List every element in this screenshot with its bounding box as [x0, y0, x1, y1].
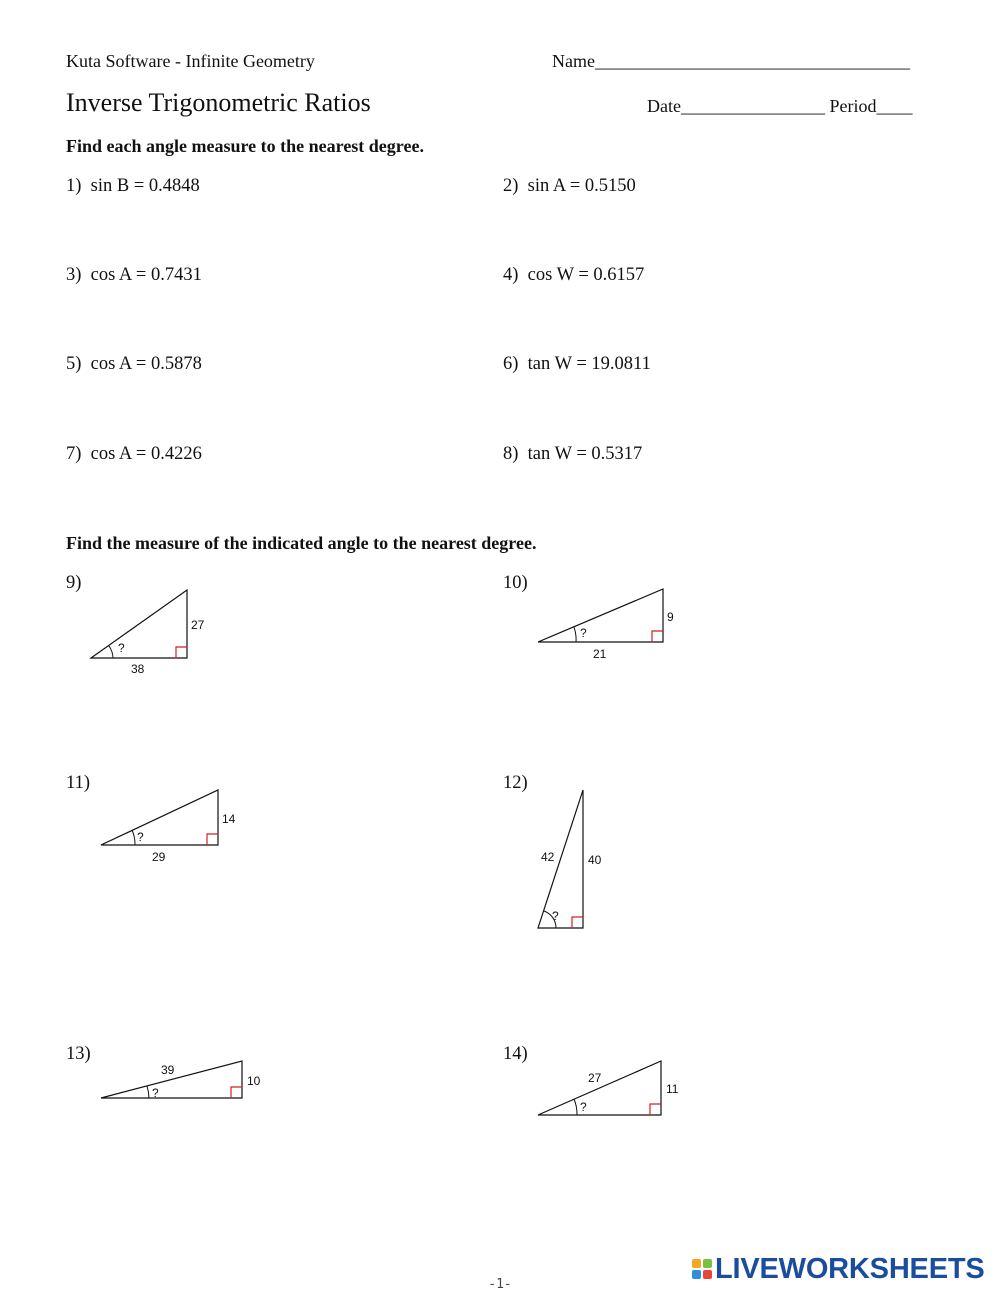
problem-number: 6)	[503, 354, 519, 374]
angle-arc	[109, 646, 113, 658]
problem-expression: sin B = 0.4848	[90, 176, 200, 196]
side-label: 39	[161, 1063, 175, 1077]
liveworksheets-logo[interactable]	[692, 1254, 985, 1284]
side-label: 29	[152, 850, 166, 864]
problem-number: 7)	[66, 444, 82, 464]
problem-14-number: 14)	[503, 1044, 528, 1064]
right-angle-mark	[231, 1087, 242, 1098]
problem-13-number: 13)	[66, 1044, 91, 1064]
problem-expression: tan W = 19.0811	[527, 354, 651, 374]
right-angle-mark	[652, 631, 663, 642]
problem-9-number: 9)	[66, 573, 82, 593]
problem-10-number: 10)	[503, 573, 528, 593]
side-label: 42	[541, 850, 555, 864]
right-angle-mark	[176, 647, 187, 658]
side-label: 27	[588, 1071, 602, 1085]
problem-12-number: 12)	[503, 773, 528, 793]
side-label: 14	[222, 812, 236, 826]
liveworksheets-icon	[692, 1259, 712, 1279]
angle-arc	[132, 830, 135, 845]
problem-number: 8)	[503, 444, 519, 464]
right-angle-mark	[572, 917, 583, 928]
triangle-14	[538, 1061, 679, 1115]
angle-arc	[574, 627, 576, 642]
problem-11-number: 11)	[66, 773, 90, 793]
problem-expression: tan W = 0.5317	[527, 444, 643, 464]
side-label: 40	[588, 853, 602, 867]
problem-expression: cos A = 0.5878	[90, 354, 202, 374]
triangle-10	[538, 589, 674, 661]
angle-label: ?	[137, 830, 144, 844]
problem-expression: cos A = 0.4226	[90, 444, 202, 464]
problem-number: 5)	[66, 354, 82, 374]
triangle-9	[91, 590, 205, 676]
angle-label: ?	[580, 1100, 587, 1114]
problem-expression: cos A = 0.7431	[90, 265, 202, 285]
problem-expression: cos W = 0.6157	[527, 265, 645, 285]
side-label: 11	[666, 1082, 679, 1096]
problem-number: 3)	[66, 265, 82, 285]
problem-number: 2)	[503, 176, 519, 196]
problem-number: 4)	[503, 265, 519, 285]
right-angle-mark	[207, 834, 218, 845]
angle-label: ?	[152, 1086, 159, 1100]
section-1-instruction: Find each angle measure to the nearest degree.	[66, 136, 424, 156]
side-label: 21	[593, 647, 607, 661]
angle-label: ?	[552, 909, 559, 923]
section-2-instruction: Find the measure of the indicated angle to the nearest degree.	[66, 533, 537, 553]
side-label: 9	[667, 610, 674, 624]
angle-arc	[147, 1086, 149, 1098]
triangle-13	[101, 1061, 261, 1100]
triangle-11	[101, 790, 236, 864]
publisher-label: Kuta Software - Infinite Geometry	[66, 51, 315, 71]
problem-number: 1)	[66, 176, 82, 196]
side-label: 27	[191, 618, 205, 632]
side-label: 38	[131, 662, 145, 676]
date-period-field[interactable]: Date________________ Period____	[647, 96, 913, 116]
angle-label: ?	[580, 626, 587, 640]
triangle-12	[538, 790, 602, 928]
right-angle-mark	[650, 1104, 661, 1115]
side-label: 10	[247, 1074, 261, 1088]
page-number: -1-	[488, 1277, 512, 1292]
name-field[interactable]: Name___________________________________	[552, 51, 910, 71]
worksheet-title: Inverse Trigonometric Ratios	[66, 88, 371, 117]
liveworksheets-wordmark: LIVEWORKSHEETS	[715, 1252, 985, 1285]
problem-expression: sin A = 0.5150	[527, 176, 636, 196]
angle-label: ?	[118, 641, 125, 655]
angle-arc	[574, 1099, 577, 1115]
